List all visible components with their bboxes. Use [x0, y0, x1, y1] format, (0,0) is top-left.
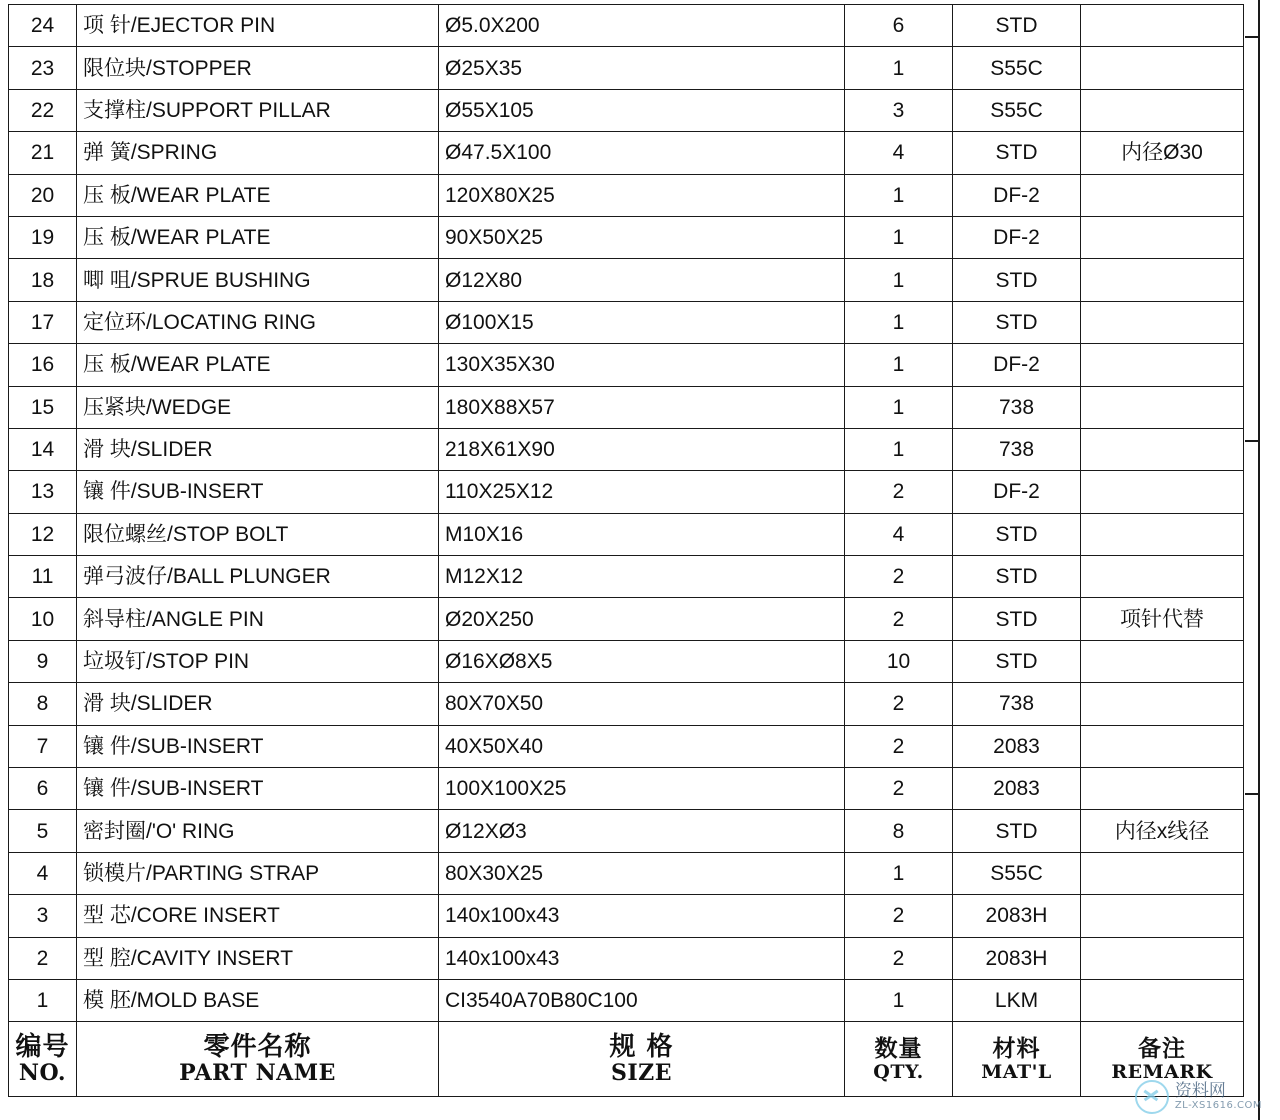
cell-material: DF-2 — [953, 471, 1081, 513]
cell-material: 2083 — [953, 768, 1081, 810]
cell-part-name: 项 针/EJECTOR PIN — [77, 5, 439, 47]
cell-no: 19 — [9, 216, 77, 258]
cell-remark — [1081, 344, 1244, 386]
table-row — [9, 513, 1244, 555]
cell-size: Ø12X80 — [439, 259, 845, 301]
table-row — [9, 683, 1244, 725]
cell-no: 22 — [9, 89, 77, 131]
table-row — [9, 895, 1244, 937]
cell-size: 140x100x43 — [439, 895, 845, 937]
cell-material: STD — [953, 259, 1081, 301]
cell-material: DF-2 — [953, 216, 1081, 258]
cell-part-name: 型 芯/CORE INSERT — [77, 895, 439, 937]
table-header-row — [9, 1022, 1244, 1097]
frame-tick-mark — [1245, 36, 1260, 38]
cell-size: 218X61X90 — [439, 428, 845, 470]
cell-remark — [1081, 259, 1244, 301]
header-size-zh: 规 格 — [609, 1032, 674, 1063]
cell-size: 140x100x43 — [439, 937, 845, 979]
cell-material: STD — [953, 132, 1081, 174]
cell-size: 180X88X57 — [439, 386, 845, 428]
header-cell-qty — [845, 1022, 953, 1097]
cell-remark — [1081, 683, 1244, 725]
header-cell-mat — [953, 1022, 1081, 1097]
table-row — [9, 810, 1244, 852]
cell-no: 5 — [9, 810, 77, 852]
header-no-en: NO. — [18, 1059, 67, 1086]
cell-qty: 4 — [845, 513, 953, 555]
cell-remark — [1081, 89, 1244, 131]
cell-qty: 1 — [845, 259, 953, 301]
cell-part-name: 弹 簧/SPRING — [77, 132, 439, 174]
cell-qty: 10 — [845, 640, 953, 682]
cell-qty: 2 — [845, 725, 953, 767]
cell-remark — [1081, 5, 1244, 47]
table-row — [9, 132, 1244, 174]
table-row — [9, 89, 1244, 131]
cell-remark: 项针代替 — [1081, 598, 1244, 640]
watermark-logo-icon — [1135, 1080, 1169, 1114]
cell-size: Ø55X105 — [439, 89, 845, 131]
table-row — [9, 174, 1244, 216]
cell-no: 16 — [9, 344, 77, 386]
table-row — [9, 937, 1244, 979]
cell-material: 2083 — [953, 725, 1081, 767]
cell-qty: 1 — [845, 301, 953, 343]
cell-remark — [1081, 852, 1244, 894]
table-row — [9, 5, 1244, 47]
cell-size: 110X25X12 — [439, 471, 845, 513]
cell-remark — [1081, 513, 1244, 555]
cell-qty: 2 — [845, 471, 953, 513]
cell-qty: 8 — [845, 810, 953, 852]
cell-no: 11 — [9, 556, 77, 598]
cell-material: S55C — [953, 89, 1081, 131]
cell-qty: 1 — [845, 47, 953, 89]
cell-material: S55C — [953, 852, 1081, 894]
header-qty-en: QTY. — [873, 1060, 924, 1083]
cell-qty: 2 — [845, 598, 953, 640]
table-row — [9, 386, 1244, 428]
cell-material: DF-2 — [953, 344, 1081, 386]
watermark — [1135, 1080, 1262, 1114]
cell-remark — [1081, 301, 1244, 343]
header-name-zh: 零件名称 — [203, 1032, 312, 1063]
cell-part-name: 压 板/WEAR PLATE — [77, 216, 439, 258]
cell-material: LKM — [953, 979, 1081, 1021]
cell-remark — [1081, 47, 1244, 89]
cell-no: 1 — [9, 979, 77, 1021]
cell-part-name: 镶 件/SUB-INSERT — [77, 725, 439, 767]
cell-part-name: 压 板/WEAR PLATE — [77, 344, 439, 386]
cell-remark — [1081, 471, 1244, 513]
table-row — [9, 725, 1244, 767]
cell-no: 14 — [9, 428, 77, 470]
cell-part-name: 模 胚/MOLD BASE — [77, 979, 439, 1021]
frame-tick-mark — [1245, 793, 1260, 795]
table-row — [9, 47, 1244, 89]
table-row — [9, 301, 1244, 343]
cell-no: 4 — [9, 852, 77, 894]
cell-remark — [1081, 725, 1244, 767]
cell-part-name: 垃圾钉/STOP PIN — [77, 640, 439, 682]
table-row — [9, 640, 1244, 682]
cell-no: 9 — [9, 640, 77, 682]
cell-part-name: 镶 件/SUB-INSERT — [77, 471, 439, 513]
cell-no: 24 — [9, 5, 77, 47]
table-row — [9, 471, 1244, 513]
cell-no: 20 — [9, 174, 77, 216]
cell-qty: 2 — [845, 895, 953, 937]
header-cell-size — [439, 1022, 845, 1097]
cell-remark — [1081, 428, 1244, 470]
cell-no: 23 — [9, 47, 77, 89]
cell-qty: 4 — [845, 132, 953, 174]
cell-part-name: 镶 件/SUB-INSERT — [77, 768, 439, 810]
table-row — [9, 216, 1244, 258]
header-cell-no — [9, 1022, 77, 1097]
cell-no: 13 — [9, 471, 77, 513]
cell-no: 18 — [9, 259, 77, 301]
cell-material: 2083H — [953, 937, 1081, 979]
header-qty-zh: 数量 — [874, 1034, 923, 1062]
cell-size: 40X50X40 — [439, 725, 845, 767]
cell-size: Ø16XØ8X5 — [439, 640, 845, 682]
cell-no: 8 — [9, 683, 77, 725]
cell-no: 21 — [9, 132, 77, 174]
bill-of-materials-table — [8, 4, 1244, 1097]
header-remark-en: REMARK — [1111, 1060, 1213, 1083]
cell-qty: 1 — [845, 428, 953, 470]
cell-size: M10X16 — [439, 513, 845, 555]
cell-size: Ø20X250 — [439, 598, 845, 640]
cell-qty: 1 — [845, 979, 953, 1021]
cell-size: Ø25X35 — [439, 47, 845, 89]
watermark-label-en: ZL-XS1616.COM — [1174, 1099, 1262, 1111]
header-mat-en: MAT'L — [981, 1060, 1052, 1083]
cell-qty: 1 — [845, 216, 953, 258]
cell-material: STD — [953, 640, 1081, 682]
cell-part-name: 密封圈/'O' RING — [77, 810, 439, 852]
cell-qty: 1 — [845, 386, 953, 428]
cell-qty: 1 — [845, 344, 953, 386]
cell-material: 738 — [953, 386, 1081, 428]
cell-qty: 3 — [845, 89, 953, 131]
header-mat-zh: 材料 — [992, 1034, 1041, 1062]
cell-material: DF-2 — [953, 174, 1081, 216]
table-row — [9, 768, 1244, 810]
cell-part-name: 型 腔/CAVITY INSERT — [77, 937, 439, 979]
cell-size: 100X100X25 — [439, 768, 845, 810]
cell-remark — [1081, 895, 1244, 937]
cell-remark — [1081, 979, 1244, 1021]
cell-size: Ø100X15 — [439, 301, 845, 343]
header-no-zh: 编号 — [15, 1032, 70, 1063]
cell-no: 17 — [9, 301, 77, 343]
watermark-label-zh: 资料网 — [1174, 1080, 1226, 1101]
cell-size: 120X80X25 — [439, 174, 845, 216]
cell-remark: 内径x线径 — [1081, 810, 1244, 852]
cell-remark — [1081, 937, 1244, 979]
cell-remark — [1081, 768, 1244, 810]
cell-material: S55C — [953, 47, 1081, 89]
table-row — [9, 344, 1244, 386]
cell-size: Ø5.0X200 — [439, 5, 845, 47]
cell-remark — [1081, 640, 1244, 682]
table-row — [9, 556, 1244, 598]
cell-qty: 2 — [845, 556, 953, 598]
cell-material: 2083H — [953, 895, 1081, 937]
cell-part-name: 斜导柱/ANGLE PIN — [77, 598, 439, 640]
table-row — [9, 852, 1244, 894]
cell-remark — [1081, 386, 1244, 428]
cell-material: 738 — [953, 683, 1081, 725]
cell-remark — [1081, 174, 1244, 216]
cell-size: M12X12 — [439, 556, 845, 598]
table-row — [9, 428, 1244, 470]
cell-remark: 内径Ø30 — [1081, 132, 1244, 174]
table-row — [9, 598, 1244, 640]
cell-size: 80X70X50 — [439, 683, 845, 725]
header-size-en: SIZE — [610, 1059, 672, 1086]
cell-part-name: 支撑柱/SUPPORT PILLAR — [77, 89, 439, 131]
cell-part-name: 唧 咀/SPRUE BUSHING — [77, 259, 439, 301]
table-row — [9, 259, 1244, 301]
cell-no: 3 — [9, 895, 77, 937]
cell-size: Ø12XØ3 — [439, 810, 845, 852]
header-remark-zh: 备注 — [1138, 1034, 1186, 1062]
watermark-text — [1174, 1080, 1262, 1111]
cell-part-name: 限位螺丝/STOP BOLT — [77, 513, 439, 555]
drawing-frame-right-border — [1258, 0, 1260, 1120]
cell-part-name: 弹弓波仔/BALL PLUNGER — [77, 556, 439, 598]
cell-no: 12 — [9, 513, 77, 555]
cell-material: STD — [953, 598, 1081, 640]
cell-qty: 2 — [845, 937, 953, 979]
cell-no: 10 — [9, 598, 77, 640]
cell-part-name: 滑 块/SLIDER — [77, 683, 439, 725]
cell-part-name: 限位块/STOPPER — [77, 47, 439, 89]
cell-no: 7 — [9, 725, 77, 767]
cell-qty: 2 — [845, 768, 953, 810]
cell-material: STD — [953, 810, 1081, 852]
cell-remark — [1081, 556, 1244, 598]
cell-size: Ø47.5X100 — [439, 132, 845, 174]
cell-material: STD — [953, 5, 1081, 47]
header-cell-name — [77, 1022, 439, 1097]
cell-size: 90X50X25 — [439, 216, 845, 258]
cell-qty: 1 — [845, 174, 953, 216]
frame-tick-mark — [1245, 440, 1260, 442]
cell-material: STD — [953, 556, 1081, 598]
cell-qty: 1 — [845, 852, 953, 894]
cell-part-name: 滑 块/SLIDER — [77, 428, 439, 470]
table-row — [9, 979, 1244, 1021]
cell-material: STD — [953, 513, 1081, 555]
cell-qty: 2 — [845, 683, 953, 725]
cell-no: 6 — [9, 768, 77, 810]
cell-no: 2 — [9, 937, 77, 979]
header-name-en: PART NAME — [179, 1059, 336, 1086]
cell-part-name: 锁模片/PARTING STRAP — [77, 852, 439, 894]
cell-no: 15 — [9, 386, 77, 428]
cell-qty: 6 — [845, 5, 953, 47]
cell-part-name: 定位环/LOCATING RING — [77, 301, 439, 343]
cell-material: 738 — [953, 428, 1081, 470]
cell-size: 80X30X25 — [439, 852, 845, 894]
cell-material: STD — [953, 301, 1081, 343]
cell-size: CI3540A70B80C100 — [439, 979, 845, 1021]
cell-size: 130X35X30 — [439, 344, 845, 386]
cell-remark — [1081, 216, 1244, 258]
cell-part-name: 压紧块/WEDGE — [77, 386, 439, 428]
cell-part-name: 压 板/WEAR PLATE — [77, 174, 439, 216]
